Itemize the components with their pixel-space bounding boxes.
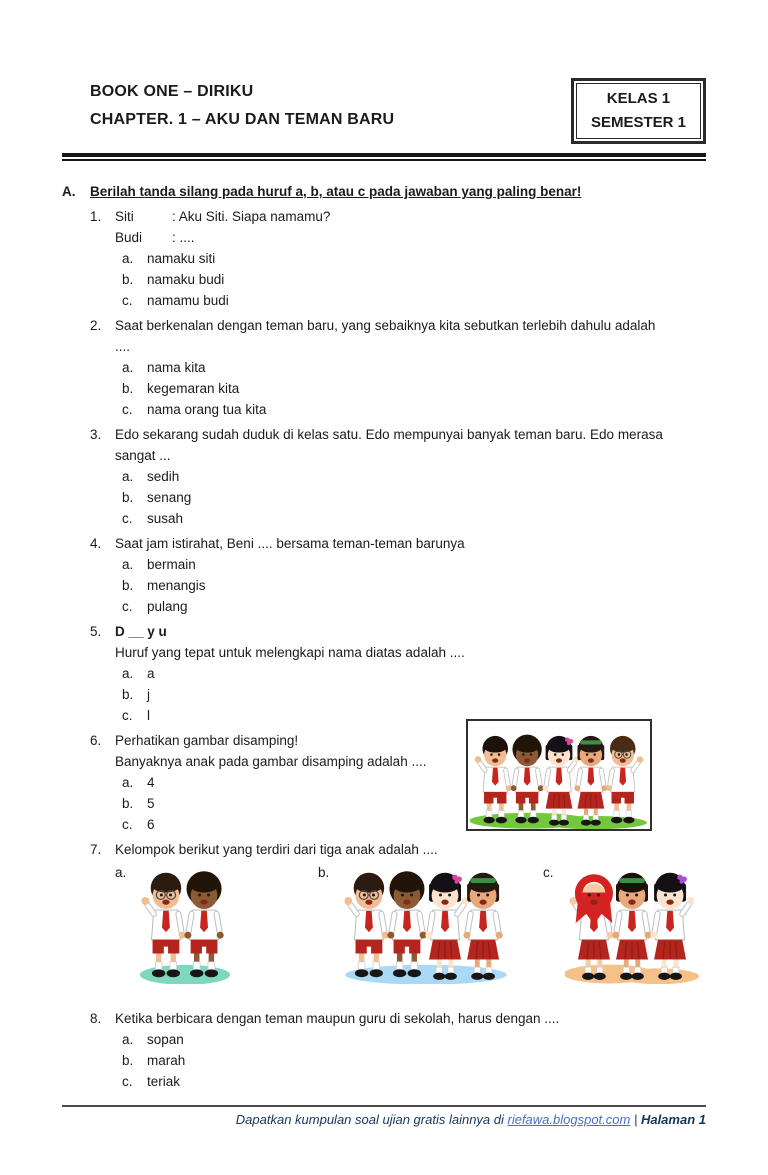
children-picture-frame: [466, 719, 652, 831]
figure-option-b[interactable]: b.: [318, 862, 512, 984]
question-7: [90, 839, 706, 1004]
question-2: [90, 315, 706, 420]
question-1: [90, 206, 706, 311]
footer-text: Dapatkan kumpulan soal ujian gratis lainnya di: [235, 1112, 508, 1127]
dialogue-line: Budi : ....: [115, 230, 195, 245]
question-list: [90, 206, 706, 1092]
answer-option[interactable]: c. susah: [122, 511, 184, 526]
figure-option-a[interactable]: a.: [115, 862, 233, 984]
question-text: Ketika berbicara dengan teman maupun guru di sekolah, harus dengan ....: [115, 1011, 560, 1026]
section-a-heading: [62, 184, 706, 199]
answer-option[interactable]: b. namaku budi: [122, 272, 225, 287]
question-text: Banyaknya anak pada gambar disamping adalah ....: [115, 754, 427, 769]
answer-option[interactable]: c. nama orang tua kita: [122, 402, 267, 417]
question-text: Huruf yang tepat untuk melengkapi nama diatas adalah ....: [115, 645, 465, 660]
answer-option[interactable]: a. sedih: [122, 469, 180, 484]
answer-option[interactable]: b. j: [122, 687, 150, 702]
answer-option[interactable]: b. kegemaran kita: [122, 381, 240, 396]
figure-option-c[interactable]: c.: [543, 862, 699, 984]
header: [0, 0, 768, 144]
question-number: 1.: [90, 209, 102, 224]
answer-option[interactable]: c. teriak: [122, 1074, 181, 1089]
question-number: 8.: [90, 1011, 102, 1026]
dialogue-line: Siti : Aku Siti. Siapa namamu?: [115, 209, 331, 224]
section-label: A.: [62, 184, 76, 199]
question-text: ....: [115, 339, 131, 354]
answer-option[interactable]: c. pulang: [122, 599, 188, 614]
question-number: 5.: [90, 624, 102, 639]
badge-semester: SEMESTER 1: [590, 114, 686, 131]
children-illustration-three: [565, 862, 699, 984]
question-8: [90, 1008, 706, 1092]
fill-blank-word: D __ y u: [115, 624, 167, 639]
question-text: Saat jam istirahat, Beni .... bersama teman-teman barunya: [115, 536, 465, 551]
class-semester-badge: [571, 78, 706, 144]
answer-option[interactable]: a. sopan: [122, 1032, 184, 1047]
question-text: Edo sekarang sudah duduk di kelas satu. Edo mempunyai banyak teman baru. Edo merasa: [115, 427, 663, 442]
answer-option[interactable]: a. bermain: [122, 557, 196, 572]
question-text: Saat berkenalan dengan teman baru, yang sebaiknya kita sebutkan terlebih dahulu adalah: [115, 318, 656, 333]
question-3: [90, 424, 706, 529]
answer-option[interactable]: a. 4: [122, 775, 155, 790]
badge-class: KELAS 1: [606, 90, 671, 107]
question-number: 2.: [90, 318, 102, 333]
question-number: 6.: [90, 733, 102, 748]
children-illustration-five: [470, 727, 648, 829]
answer-option[interactable]: b. senang: [122, 490, 192, 505]
question-number: 3.: [90, 427, 102, 442]
footer-blog-link[interactable]: riefawa.blogspot.com: [507, 1112, 631, 1127]
question-text: Perhatikan gambar disamping!: [115, 733, 299, 748]
footer-separator: |: [630, 1112, 641, 1127]
answer-option[interactable]: b. marah: [122, 1053, 186, 1068]
answer-option[interactable]: b. 5: [122, 796, 155, 811]
figure-options-row: [115, 862, 706, 1004]
book-title: BOOK ONE – DIRIKU: [90, 83, 254, 100]
page-number-label: Halaman 1: [640, 1112, 706, 1127]
answer-option[interactable]: a. a: [122, 666, 155, 681]
section-instruction: Berilah tanda silang pada huruf a, b, atau c pada jawaban yang paling benar!: [90, 184, 582, 199]
answer-option[interactable]: c. 6: [122, 817, 155, 832]
header-divider: [62, 153, 706, 161]
question-5: [90, 621, 706, 726]
question-text: Kelompok berikut yang terdiri dari tiga anak adalah ....: [115, 842, 438, 857]
document-titles: [90, 78, 394, 134]
children-illustration-four: [340, 862, 512, 984]
question-number: 4.: [90, 536, 102, 551]
question-6: [90, 730, 706, 835]
page-footer: [62, 1105, 706, 1127]
question-number: 7.: [90, 842, 102, 857]
answer-option[interactable]: a. nama kita: [122, 360, 206, 375]
children-illustration-two: [137, 862, 233, 984]
question-text: sangat ...: [115, 448, 171, 463]
question-4: [90, 533, 706, 617]
answer-option[interactable]: c. l: [122, 708, 150, 723]
chapter-title: CHAPTER. 1 – AKU DAN TEMAN BARU: [90, 111, 395, 128]
answer-option[interactable]: b. menangis: [122, 578, 206, 593]
answer-option[interactable]: c. namamu budi: [122, 293, 229, 308]
answer-option[interactable]: a. namaku siti: [122, 251, 216, 266]
